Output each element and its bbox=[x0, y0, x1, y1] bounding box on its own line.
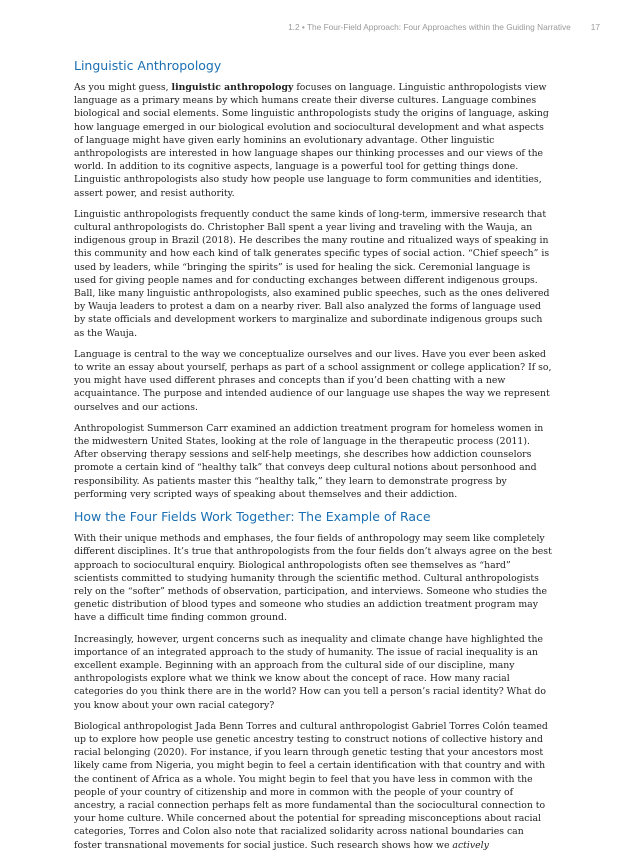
paragraph bbox=[74, 81, 554, 200]
section-heading-linguistic-anthropology: Linguistic Anthropology bbox=[74, 58, 222, 73]
paragraph-text: As you might guess, bbox=[74, 82, 172, 93]
section-heading-four-fields-race: How the Four Fields Work Together: The Example of Race bbox=[74, 509, 431, 525]
paragraph: Anthropologist Summerson Carr examined an addiction treatment program for homeless women in the midwestern United States, looking at the role of language in the therapeutic process (2011). After observing therapy sessions and self-help meetings, she describes how addiction counselors promote a certain kind of “healthy talk” that conveys deep cultural notions about personhood and responsibility. As patients master this “healthy talk,” they learn to demonstrate progress by performing very scripted ways of speaking about themselves and their addiction. bbox=[74, 422, 544, 500]
main-content bbox=[74, 58, 554, 860]
running-header bbox=[0, 22, 600, 32]
paragraph-text: focuses on language. Linguistic anthropologists view language as a primary means by which humans create their diverse cultures. Language combines biological and social elements. Some linguistic anthropologists study the origins of language, asking how language emerged in our biological evolution and sociocultural development and what aspects of language might have given early hominins an evolutionary advantage. Other linguistic anthropologists are interested in how language shapes our thinking processes and our views of the world. In addition to its cognitive aspects, language is a powerful tool for getting things done. Linguistic anthropologists also study how people use language to form communities and identities, assert power, and resist authority. bbox=[74, 82, 549, 199]
page-number: 17 bbox=[590, 22, 600, 32]
paragraph-text: Biological anthropologist Jada Benn Torres and cultural anthropologist Gabriel Torres Colón teamed up to explore how people use genetic ancestry testing to construct notions of collective history and racial belonging (2020). For instance, if you learn through genetic testing that your ancestors most likely came from Nigeria, you might begin to feel a certain identification with that country and with the continent of Africa as a whole. You might begin to feel that you have less in common with the people of your country of citizenship and more in common with the people of your country of ancestry, a racial connection perhaps felt as more fundamental than the sociocultural connection to your home culture. While concerned about the potential for spreading misconceptions about racial categories, Torres and Colon also note that racialized solidarity across national boundaries can foster transnational movements for social justice. Such research shows how we bbox=[74, 720, 548, 851]
paragraph: Language is central to the way we conceptualize ourselves and our lives. Have you ever been asked to write an essay about yourself, perhaps as part of a school assignment or college application? If so, you might have used different phrases and concepts than if you’d been chatting with a new acquaintance. The purpose and intended audience of our language use shapes the way we represent ourselves and our actions. bbox=[74, 348, 552, 413]
paragraph: With their unique methods and emphases, the four fields of anthropology may seem like completely different disciplines. It’s true that anthropologists from the four fields don’t always agree on the best approach to sociocultural enquiry. Biological anthropologists often see themselves as “hard” scientists committed to studying humanity through the scientific method. Cultural anthropologists rely on the “softer” methods of observation, participation, and interviews. Someone who studies the genetic distribution of blood types and someone who studies an addiction treatment program may have a difficult time finding common ground. bbox=[74, 533, 552, 624]
emphasized-term: actively bbox=[452, 839, 489, 851]
paragraph bbox=[74, 720, 554, 852]
paragraph: Linguistic anthropologists frequently conduct the same kinds of long-term, immersive research that cultural anthropologists do. Christopher Ball spent a year living and traveling with the Wauja, an indigenous group in Brazil (2018). He describes the many routine and ritualized ways of speaking in this community and how each kind of talk generates specific types of social action. “Chief speech” is used by leaders, while “bringing the spirits” is used for healing the sick. Ceremonial language is used for giving people names and for conducting exchanges between different indigenous groups. Ball, like many linguistic anthropologists, also examined public speeches, such as the ones delivered by Wauja leaders to protest a dam on a nearby river. Ball also analyzed the forms of language used by state officials and development workers to marginalize and subordinate indigenous groups such as the Wauja. bbox=[74, 208, 550, 339]
paragraph: Increasingly, however, urgent concerns such as inequality and climate change have highlighted the importance of an integrated approach to the study of humanity. The issue of racial inequality is an excellent example. Beginning with an approach from the cultural side of our discipline, many anthropologists explore what we think we know about the concept of race. How many racial categories do you think there are in the world? How can you tell a person’s racial identity? What do you know about your own racial category? bbox=[74, 633, 546, 711]
running-title: 1.2 • The Four-Field Approach: Four Approaches within the Guiding Narrative bbox=[288, 22, 571, 32]
key-term: linguistic anthropology bbox=[171, 82, 294, 93]
